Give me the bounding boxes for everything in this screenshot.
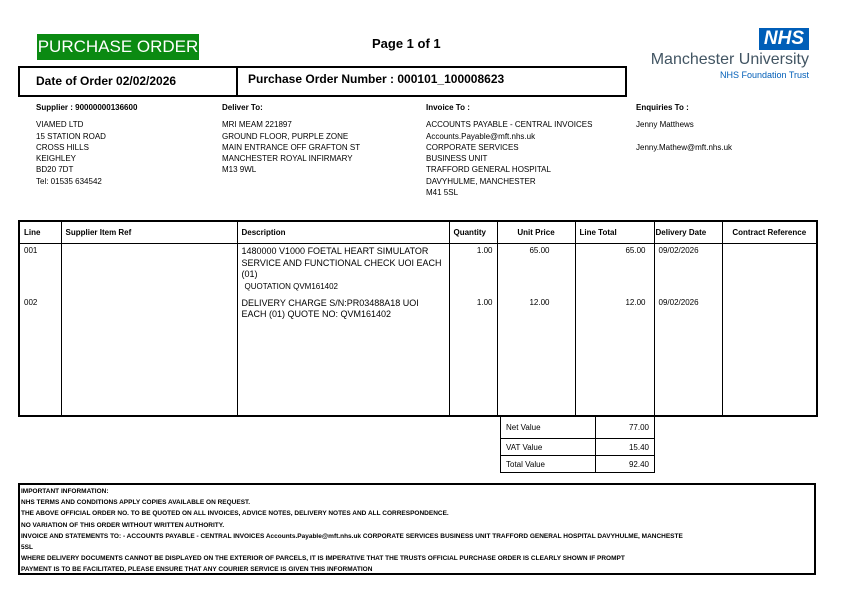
- line-items-table: [18, 220, 818, 417]
- invoice-heading: Invoice To :: [426, 103, 470, 112]
- enquiries-block: [636, 102, 732, 153]
- line-number: 002: [19, 296, 61, 417]
- nhs-logo: [628, 28, 812, 84]
- supplier-item-ref: [61, 296, 237, 417]
- total-label: Total Value: [501, 456, 596, 473]
- column-header: Line Total: [575, 221, 654, 244]
- address-line: TRAFFORD GENERAL HOSPITAL: [426, 165, 551, 175]
- org-subtitle: NHS Foundation Trust: [719, 70, 809, 80]
- column-header: Contract Reference: [722, 221, 817, 244]
- total-value: 15.40: [596, 439, 655, 456]
- contact-name: Jenny Matthews: [636, 120, 694, 130]
- unit-price: 12.00: [497, 296, 575, 417]
- line-number: 001: [19, 244, 61, 296]
- quantity: 1.00: [449, 296, 497, 417]
- delivery-date: 09/02/2026: [654, 296, 722, 417]
- column-header: Unit Price: [497, 221, 575, 244]
- address-line: CROSS HILLS: [36, 142, 89, 152]
- table-header-row: [19, 221, 817, 244]
- org-name: Manchester University: [650, 51, 809, 68]
- address-line: KEIGHLEY: [36, 154, 77, 164]
- address-line: MAIN ENTRANCE OFF GRAFTON ST: [222, 142, 361, 152]
- description: [237, 296, 449, 417]
- totals-row: [501, 439, 655, 456]
- info-line: THE ABOVE OFFICIAL ORDER NO. TO BE QUOTED ON ALL INVOICES, ADVICE NOTES, DELIVERY NOTES AND ALL CORRESPONDENCE.: [21, 510, 449, 518]
- description-note: QUOTATION QVM161402: [244, 281, 339, 291]
- address-line: MRI MEAM 221897: [222, 120, 292, 130]
- contract-reference: [722, 296, 817, 417]
- info-line: NO VARIATION OF THIS ORDER WITHOUT WRITTEN AUTHORITY.: [21, 521, 225, 529]
- info-line: WHERE DELIVERY DOCUMENTS CANNOT BE DISPLAYED ON THE EXTERIOR OF PARCELS, IT IS IMPERATIVE THAT THE TRUSTS OFFICIAL PURCHASE ORDER IS CLEARLY SHOWN IF PROMPT: [21, 555, 625, 563]
- info-line: NHS TERMS AND CONDITIONS APPLY COPIES AVAILABLE ON REQUEST.: [21, 499, 251, 507]
- important-information: [18, 483, 816, 575]
- description-text: DELIVERY CHARGE S/N:PR03488A18 UOI EACH (01) QUOTE NO: QVM161402: [241, 297, 419, 319]
- totals-table: [500, 416, 655, 473]
- contact-email: Jenny.Mathew@mft.nhs.uk: [636, 142, 733, 152]
- totals-row: [501, 456, 655, 473]
- address-line: M13 9WL: [222, 165, 257, 175]
- address-line: BD20 7DT: [36, 165, 74, 175]
- address-line: Accounts.Payable@mft.nhs.uk: [426, 131, 536, 141]
- supplier-heading: Supplier : 90000000136600: [36, 103, 138, 112]
- address-line: CORPORATE SERVICES: [426, 142, 519, 152]
- info-heading: IMPORTANT INFORMATION:: [21, 488, 109, 495]
- unit-price: 65.00: [497, 244, 575, 296]
- address-line: GROUND FLOOR, PURPLE ZONE: [222, 131, 349, 141]
- address-line: MANCHESTER ROYAL INFIRMARY: [222, 154, 353, 164]
- table-row: [19, 244, 817, 296]
- info-line: 5SL: [21, 544, 33, 552]
- line-total: 12.00: [575, 296, 654, 417]
- column-header: Supplier Item Ref: [61, 221, 237, 244]
- page-number: Page 1 of 1: [372, 36, 441, 51]
- total-value: 92.40: [596, 456, 655, 473]
- delivery-date: 09/02/2026: [654, 244, 722, 296]
- total-label: Net Value: [501, 417, 596, 439]
- document-title: PURCHASE ORDER: [37, 34, 199, 60]
- enquiries-heading: Enquiries To :: [636, 103, 689, 112]
- column-header: Quantity: [449, 221, 497, 244]
- address-line: BUSINESS UNIT: [426, 154, 488, 164]
- column-header: Delivery Date: [654, 221, 722, 244]
- total-value: 77.00: [596, 417, 655, 439]
- supplier-block: [36, 102, 137, 187]
- invoice-block: [426, 102, 592, 198]
- column-header: Description: [237, 221, 449, 244]
- deliver-block: [222, 102, 360, 176]
- address-line: Tel: 01535 634542: [36, 176, 102, 186]
- address-line: DAVYHULME, MANCHESTER: [426, 176, 536, 186]
- nhs-logo-mark: NHS: [759, 28, 809, 50]
- po-number: Purchase Order Number : 000101_100008623: [248, 72, 505, 86]
- description-text: 1480000 V1000 FOETAL HEART SIMULATOR SERVICE AND FUNCTIONAL CHECK UOI EACH (01): [241, 246, 442, 279]
- quantity: 1.00: [449, 244, 497, 296]
- divider: [236, 66, 238, 97]
- totals-row: [501, 417, 655, 439]
- address-line: 15 STATION ROAD: [36, 131, 106, 141]
- order-date: Date of Order 02/02/2026: [36, 74, 177, 88]
- address-line: ACCOUNTS PAYABLE - CENTRAL INVOICES: [426, 120, 593, 130]
- supplier-item-ref: [61, 244, 237, 296]
- info-line: PAYMENT IS TO BE FACILITATED, PLEASE ENSURE THAT ANY COURIER SERVICE IS GIVEN THIS INFORMATION: [21, 566, 373, 574]
- line-total: 65.00: [575, 244, 654, 296]
- description: [237, 244, 449, 296]
- address-line: VIAMED LTD: [36, 120, 84, 130]
- column-header: Line: [19, 221, 61, 244]
- address-line: M41 5SL: [426, 188, 459, 198]
- contract-reference: [722, 244, 817, 296]
- deliver-heading: Deliver To:: [222, 103, 263, 112]
- info-line: INVOICE AND STATEMENTS TO: - ACCOUNTS PAYABLE - CENTRAL INVOICES Accounts.Payable@mft.nhs.uk CORPORATE SERVICES BUSINESS UNIT TRAFFORD GENERAL HOSPITAL DAVYHULME, MANCHESTE: [21, 532, 683, 540]
- total-label: VAT Value: [501, 439, 596, 456]
- table-row: [19, 296, 817, 417]
- order-info-box: [18, 66, 627, 97]
